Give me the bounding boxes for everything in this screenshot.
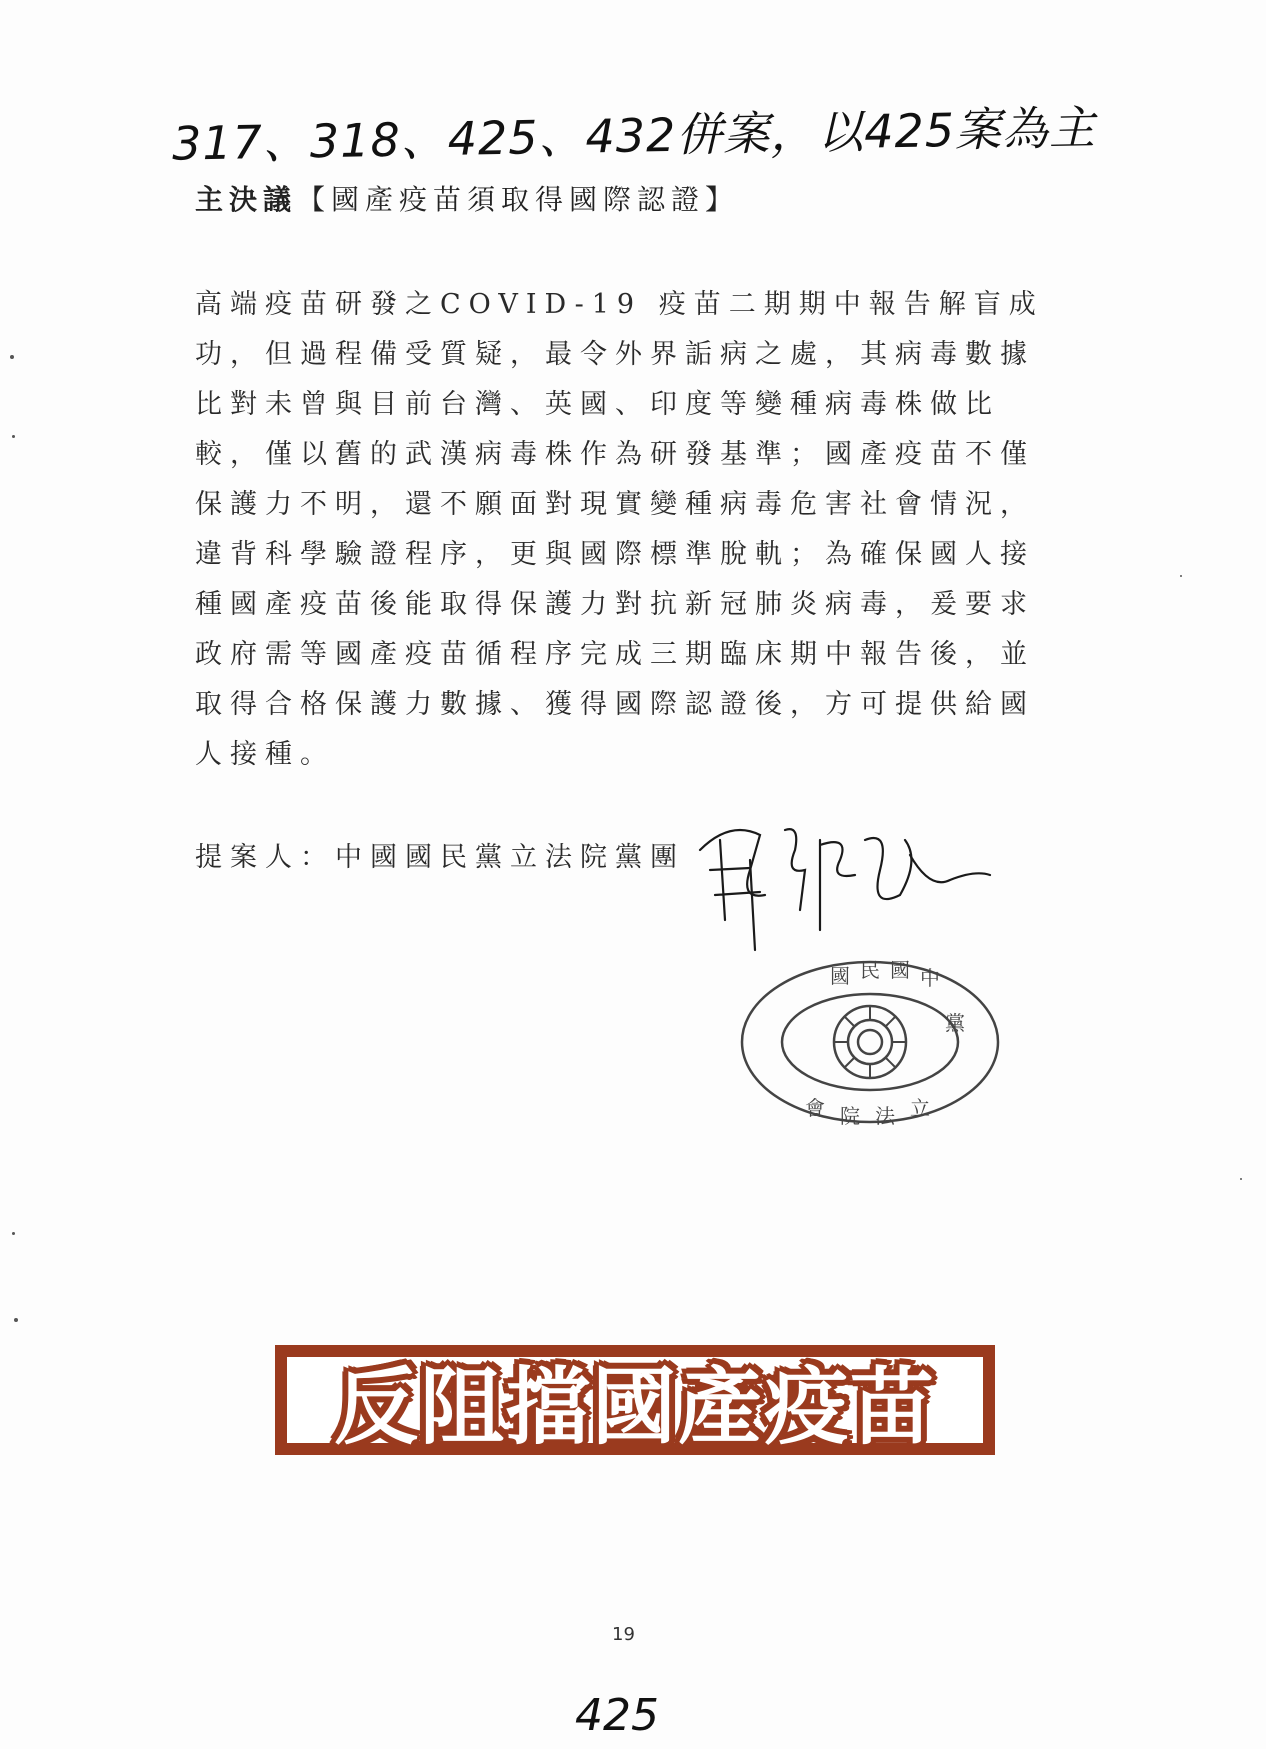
- svg-text:院: 院: [840, 1104, 860, 1128]
- svg-text:國: 國: [830, 964, 850, 988]
- resolution-title: 【國產疫苗須取得國際認證】: [297, 183, 740, 216]
- signature-graphic: [690, 800, 1010, 960]
- scan-speck: [12, 435, 15, 438]
- page-number: 19: [612, 1624, 635, 1645]
- svg-text:會: 會: [805, 1096, 825, 1120]
- scan-speck: [1180, 575, 1182, 577]
- body-paragraph: 高端疫苗研發之COVID-19 疫苗二期期中報告解盲成功，但過程備受質疑，最令外界詬病之處，其病毒數據比對未曾與目前台灣、英國、印度等變種病毒株做比較，僅以舊的武漢病毒株作為研發基準；國產疫苗不僅保護力不明，還不願面對現實變種病毒危害社會情況，違背科學驗證程序，更與國際標準脫軌；為確保國人接種國產疫苗後能取得保護力對抗新冠肺炎病毒，爰要求政府需等國產疫苗循程序完成三期臨床期中報告後，並取得合格保護力數據、獲得國際認證後，方可提供給國人接種。: [195, 289, 1044, 770]
- svg-text:民: 民: [860, 958, 880, 982]
- svg-text:黨: 黨: [945, 1011, 965, 1035]
- banner-caption: 反阻擋國產疫苗: [275, 1345, 995, 1455]
- scan-speck: [14, 1318, 18, 1322]
- svg-text:立: 立: [910, 1096, 930, 1120]
- proposer-line: 提案人：中國國民黨立法院黨團: [195, 842, 685, 873]
- resolution-label: 主決議: [195, 183, 298, 216]
- svg-text:法: 法: [875, 1104, 895, 1128]
- scan-speck: [1240, 1178, 1242, 1180]
- svg-text:中: 中: [920, 966, 940, 990]
- handwritten-page-number: 425: [575, 1690, 659, 1741]
- party-seal-graphic: [735, 955, 1005, 1130]
- scan-speck: [12, 1232, 15, 1235]
- resolution-heading: [195, 178, 739, 218]
- handwritten-note: 317、318、425、432併案，以425案為主: [171, 100, 1097, 171]
- scan-speck: [10, 355, 14, 359]
- svg-text:國: 國: [890, 958, 910, 982]
